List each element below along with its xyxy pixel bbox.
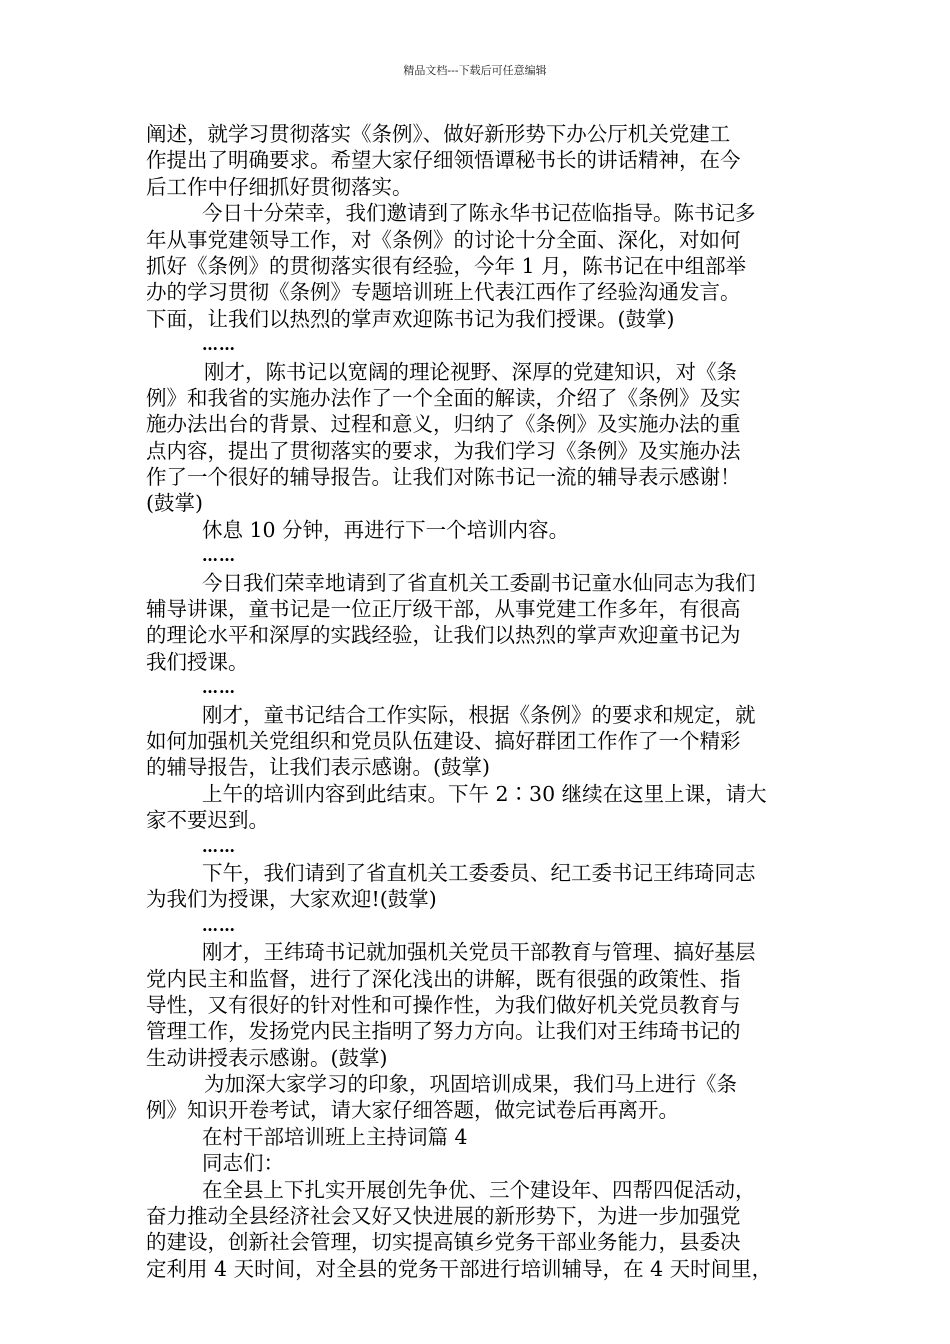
text-line: 下面，让我们以热烈的掌声欢迎陈书记为我们授课。(鼓掌) bbox=[146, 306, 675, 331]
text-line: 作提出了明确要求。希望大家仔细领悟谭秘书长的讲话精神，在今 bbox=[146, 148, 741, 173]
text-line: 施办法出台的背景、过程和意义，归纳了《条例》及实施办法的重 bbox=[146, 412, 741, 437]
text-line: 点内容，提出了贯彻落实的要求，为我们学习《条例》及实施办法 bbox=[146, 438, 741, 463]
text-line: 今日十分荣幸，我们邀请到了陈永华书记莅临指导。陈书记多 bbox=[202, 201, 756, 226]
ellipsis-line: …… bbox=[202, 836, 236, 856]
text-line: 管理工作，发扬党内民主指明了努力方向。让我们对王纬琦书记的 bbox=[146, 1019, 741, 1044]
text-line: 我们授课。 bbox=[146, 649, 249, 674]
text-line: 刚才，陈书记以宽阔的理论视野、深厚的党建知识，对《条 bbox=[204, 359, 737, 384]
text-line: 在村干部培训班上主持词篇 4 bbox=[202, 1124, 468, 1149]
text-line: 例》知识开卷考试，请大家仔细答题，做完试卷后再离开。 bbox=[146, 1098, 679, 1123]
text-line: 上午的培训内容到此结束。下午 2∶30 继续在这里上课，请大 bbox=[202, 781, 767, 806]
text-line: 例》和我省的实施办法作了一个全面的解读，介绍了《条例》及实 bbox=[146, 385, 741, 410]
text-line: 办的学习贯彻《条例》专题培训班上代表江西作了经验沟通发言。 bbox=[146, 280, 741, 305]
text-line: 如何加强机关党组织和党员队伍建设、搞好群团工作作了一个精彩 bbox=[146, 728, 741, 753]
text-line: 休息 10 分钟，再进行下一个培训内容。 bbox=[202, 517, 570, 542]
ellipsis-line: …… bbox=[202, 678, 236, 698]
text-line: (鼓掌) bbox=[146, 491, 203, 516]
text-line: 下午，我们请到了省直机关工委委员、纪工委书记王纬琦同志 bbox=[202, 860, 756, 885]
document-body bbox=[146, 121, 816, 1282]
ellipsis-line: …… bbox=[202, 546, 236, 566]
text-line: 生动讲授表示感谢。(鼓掌) bbox=[146, 1045, 388, 1070]
text-line: 的理论水平和深厚的实践经验，让我们以热烈的掌声欢迎童书记为 bbox=[146, 623, 741, 648]
ellipsis-line: …… bbox=[202, 915, 236, 935]
page-header: 精品文档---下载后可任意编辑 bbox=[403, 64, 547, 77]
text-line: 奋力推动全县经济社会又好又快进展的新形势下，为进一步加强党 bbox=[146, 1204, 741, 1229]
text-line: 辅导讲课，童书记是一位正厅级干部，从事党建工作多年，有很高 bbox=[146, 597, 741, 622]
text-line: 在全县上下扎实开展创先争优、三个建设年、四帮四促活动， bbox=[202, 1177, 756, 1202]
text-line: 为加深大家学习的印象，巩固培训成果，我们马上进行《条 bbox=[204, 1072, 737, 1097]
text-line: 刚才，童书记结合工作实际，根据《条例》的要求和规定，就 bbox=[202, 702, 756, 727]
text-line: 抓好《条例》的贯彻落实很有经验，今年 1 月，陈书记在中组部举 bbox=[146, 253, 747, 278]
text-line: 的辅导报告，让我们表示感谢。(鼓掌) bbox=[146, 755, 490, 780]
text-line: 今日我们荣幸地请到了省直机关工委副书记童水仙同志为我们 bbox=[202, 570, 756, 595]
text-line: 后工作中仔细抓好贯彻落实。 bbox=[146, 174, 413, 199]
ellipsis-line: …… bbox=[202, 335, 236, 355]
text-line: 家不要迟到。 bbox=[146, 808, 269, 833]
text-line: 党内民主和监督，进行了深化浅出的讲解，既有很强的政策性、指 bbox=[146, 966, 741, 991]
text-line: 导性，又有很好的针对性和可操作性，为我们做好机关党员教育与 bbox=[146, 992, 741, 1017]
text-line: 作了一个很好的辅导报告。让我们对陈书记一流的辅导表示感谢！ bbox=[146, 465, 741, 490]
text-line: 定利用 4 天时间，对全县的党务干部进行培训辅导，在 4 天时间里， bbox=[146, 1256, 773, 1281]
text-line: 刚才，王纬琦书记就加强机关党员干部教育与管理、搞好基层 bbox=[202, 940, 756, 965]
text-line: 阐述，就学习贯彻落实《条例》、做好新形势下办公厅机关党建工 bbox=[146, 122, 731, 146]
text-line: 的建设，创新社会管理，切实提高镇乡党务干部业务能力，县委决 bbox=[146, 1230, 741, 1255]
text-line: 为我们为授课，大家欢迎!(鼓掌) bbox=[146, 887, 437, 912]
text-line: 同志们： bbox=[202, 1151, 284, 1176]
text-line: 年从事党建领导工作，对《条例》的讨论十分全面、深化，对如何 bbox=[146, 227, 741, 252]
